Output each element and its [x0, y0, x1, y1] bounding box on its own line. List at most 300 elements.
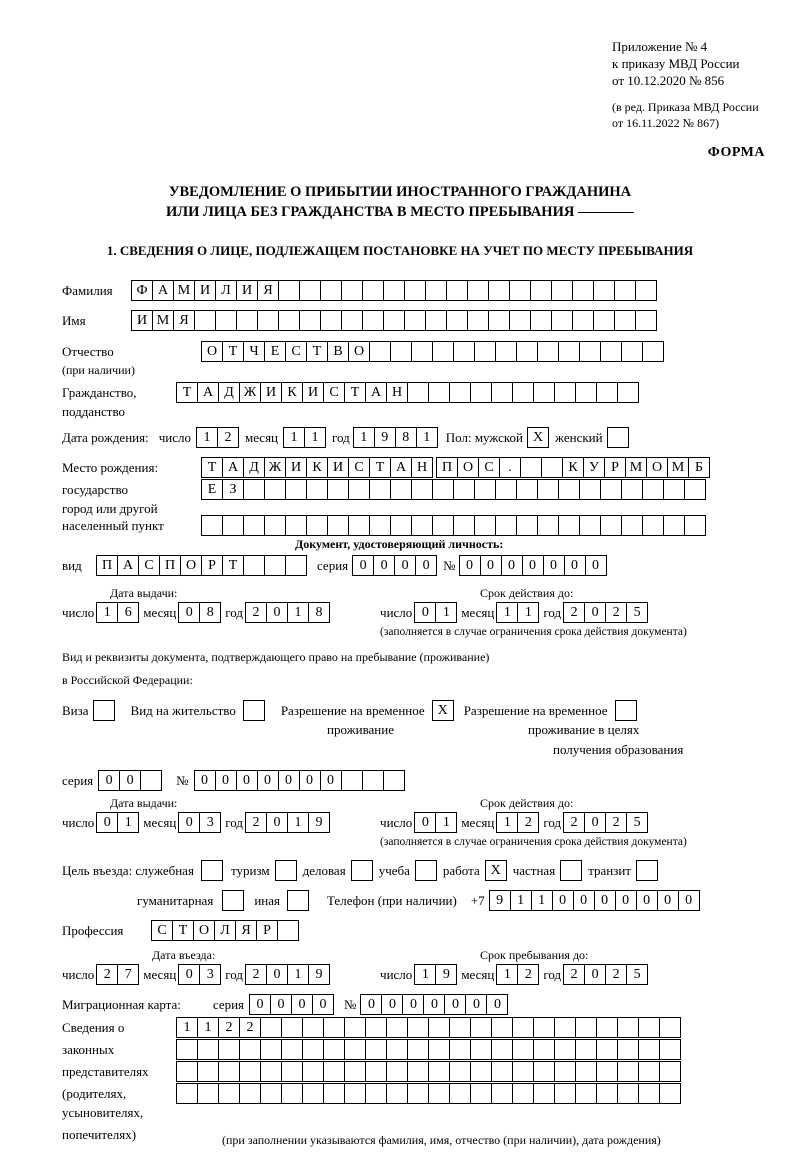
- doc-series-field-cell[interactable]: 0: [352, 555, 374, 576]
- legal-rep-field-row4[interactable]: [177, 1083, 681, 1104]
- birth-place-state-field[interactable]: [202, 457, 433, 478]
- temp-residence-checkbox[interactable]: [433, 700, 454, 721]
- doc-type-field-cell[interactable]: [243, 555, 265, 576]
- stay-issue-day-field[interactable]: [97, 812, 139, 833]
- legal-rep-field-row3-cell[interactable]: [533, 1061, 555, 1082]
- phone-field-cell[interactable]: 0: [636, 890, 658, 911]
- birth-place-city-field-row3-cell[interactable]: [285, 515, 307, 536]
- profession-field-cell[interactable]: О: [193, 920, 215, 941]
- birth-place-city-field-row3-cell[interactable]: [264, 515, 286, 536]
- legal-rep-field-row3-cell[interactable]: [365, 1061, 387, 1082]
- surname-field-cell[interactable]: [278, 280, 300, 301]
- mig-number-field-cell[interactable]: 0: [423, 994, 445, 1015]
- legal-rep-field-row3-cell[interactable]: [386, 1061, 408, 1082]
- birth-place-city-field-row2-cell[interactable]: [327, 479, 349, 500]
- purpose-business-checkbox-cell[interactable]: [351, 860, 373, 881]
- birth-place-city-field-row2-cell[interactable]: [369, 479, 391, 500]
- doc-type-field-cell[interactable]: Т: [222, 555, 244, 576]
- legal-rep-field-row2[interactable]: [177, 1039, 681, 1060]
- birth-place-city-field-row2-cell[interactable]: З: [222, 479, 244, 500]
- edu-residence-checkbox[interactable]: [616, 700, 637, 721]
- doc-series-field-cell[interactable]: 0: [394, 555, 416, 576]
- firstname-field-cell[interactable]: И: [131, 310, 153, 331]
- legal-rep-field-row4-cell[interactable]: [659, 1083, 681, 1104]
- birth-place-city-field-row1-cell[interactable]: К: [562, 457, 584, 478]
- firstname-field-cell[interactable]: [299, 310, 321, 331]
- birth-place-city-field-row2-cell[interactable]: [516, 479, 538, 500]
- entry-year-field-cell[interactable]: 2: [245, 964, 267, 985]
- legal-rep-field-row2-cell[interactable]: [176, 1039, 198, 1060]
- firstname-field-cell[interactable]: [425, 310, 447, 331]
- stay-issue-month-field-cell[interactable]: 0: [178, 812, 200, 833]
- citizenship-field-cell[interactable]: Ж: [239, 382, 261, 403]
- entry-day-field[interactable]: [97, 964, 139, 985]
- citizenship-field-cell[interactable]: Т: [176, 382, 198, 403]
- stay-to-day-field-cell[interactable]: 1: [414, 964, 436, 985]
- firstname-field-cell[interactable]: М: [152, 310, 174, 331]
- doc-series-field[interactable]: [353, 555, 437, 576]
- legal-rep-field-row1-cell[interactable]: [659, 1017, 681, 1038]
- birth-place-city-field-row1-cell[interactable]: О: [646, 457, 668, 478]
- purpose-other-checkbox[interactable]: [288, 890, 309, 911]
- legal-rep-field-row1-cell[interactable]: [596, 1017, 618, 1038]
- legal-rep-field-row4-cell[interactable]: [323, 1083, 345, 1104]
- legal-rep-field-row3-cell[interactable]: [218, 1061, 240, 1082]
- birth-place-state-field-cell[interactable]: Ж: [264, 457, 286, 478]
- purpose-service-checkbox-cell[interactable]: [201, 860, 223, 881]
- doc-issue-year-field-cell[interactable]: 2: [245, 602, 267, 623]
- doc-valid-year-field-cell[interactable]: 2: [605, 602, 627, 623]
- legal-rep-field-row1-cell[interactable]: [617, 1017, 639, 1038]
- stay-issue-year-field-cell[interactable]: 9: [308, 812, 330, 833]
- birth-year-field-cell[interactable]: 9: [374, 427, 396, 448]
- birth-place-city-field-row2[interactable]: [202, 479, 706, 500]
- legal-rep-field-row4-cell[interactable]: [491, 1083, 513, 1104]
- patronymic-field-cell[interactable]: [453, 341, 475, 362]
- purpose-private-checkbox-cell[interactable]: [560, 860, 582, 881]
- birth-place-city-field-row2-cell[interactable]: [348, 479, 370, 500]
- birth-place-city-field-row2-cell[interactable]: [243, 479, 265, 500]
- doc-issue-day-field-cell[interactable]: 6: [117, 602, 139, 623]
- surname-field-cell[interactable]: [635, 280, 657, 301]
- purpose-work-checkbox[interactable]: [486, 860, 507, 881]
- birth-place-city-field-row1-cell[interactable]: М: [667, 457, 689, 478]
- citizenship-field-cell[interactable]: Д: [218, 382, 240, 403]
- phone-field-cell[interactable]: 0: [573, 890, 595, 911]
- doc-type-field-cell[interactable]: Р: [201, 555, 223, 576]
- doc-valid-day-field[interactable]: [415, 602, 457, 623]
- birth-place-city-field-row3[interactable]: [202, 515, 706, 536]
- birth-place-city-field-row1-cell[interactable]: П: [436, 457, 458, 478]
- entry-month-field[interactable]: [179, 964, 221, 985]
- legal-rep-field-row1-cell[interactable]: 2: [239, 1017, 261, 1038]
- firstname-field-cell[interactable]: [593, 310, 615, 331]
- legal-rep-field-row2-cell[interactable]: [491, 1039, 513, 1060]
- birth-place-city-field-row1-cell[interactable]: О: [457, 457, 479, 478]
- surname-field-cell[interactable]: [383, 280, 405, 301]
- firstname-field-cell[interactable]: [341, 310, 363, 331]
- legal-rep-field-row2-cell[interactable]: [218, 1039, 240, 1060]
- firstname-field-cell[interactable]: [635, 310, 657, 331]
- firstname-field-cell[interactable]: [278, 310, 300, 331]
- surname-field-cell[interactable]: И: [236, 280, 258, 301]
- legal-rep-field-row4-cell[interactable]: [281, 1083, 303, 1104]
- citizenship-field-cell[interactable]: [470, 382, 492, 403]
- legal-rep-field-row4-cell[interactable]: [197, 1083, 219, 1104]
- firstname-field-cell[interactable]: [488, 310, 510, 331]
- legal-rep-field-row1[interactable]: [177, 1017, 681, 1038]
- legal-rep-field-row1-cell[interactable]: [365, 1017, 387, 1038]
- legal-rep-field-row1-cell[interactable]: [554, 1017, 576, 1038]
- stay-series-field[interactable]: [99, 770, 162, 791]
- stay-issue-year-field-cell[interactable]: 2: [245, 812, 267, 833]
- mig-series-field[interactable]: [250, 994, 334, 1015]
- surname-field-cell[interactable]: [299, 280, 321, 301]
- doc-number-field-cell[interactable]: 0: [522, 555, 544, 576]
- citizenship-field-cell[interactable]: Т: [344, 382, 366, 403]
- citizenship-field-cell[interactable]: [449, 382, 471, 403]
- birth-place-city-field-row3-cell[interactable]: [453, 515, 475, 536]
- birth-place-city-field-row3-cell[interactable]: [243, 515, 265, 536]
- profession-field-cell[interactable]: Т: [172, 920, 194, 941]
- surname-field-cell[interactable]: И: [194, 280, 216, 301]
- surname-field-cell[interactable]: [467, 280, 489, 301]
- doc-issue-year-field-cell[interactable]: 1: [287, 602, 309, 623]
- legal-rep-field-row3-cell[interactable]: [554, 1061, 576, 1082]
- entry-year-field-cell[interactable]: 9: [308, 964, 330, 985]
- doc-number-field[interactable]: [460, 555, 607, 576]
- birth-place-city-field-row3-cell[interactable]: [558, 515, 580, 536]
- legal-rep-field-row1-cell[interactable]: [281, 1017, 303, 1038]
- legal-rep-field-row4-cell[interactable]: [302, 1083, 324, 1104]
- birth-year-field[interactable]: [354, 427, 438, 448]
- stay-number-field-cell[interactable]: [383, 770, 405, 791]
- birth-place-city-field-row3-cell[interactable]: [390, 515, 412, 536]
- patronymic-field-cell[interactable]: Е: [264, 341, 286, 362]
- citizenship-field-cell[interactable]: А: [365, 382, 387, 403]
- entry-day-field-cell[interactable]: 2: [96, 964, 118, 985]
- legal-rep-field-row2-cell[interactable]: [386, 1039, 408, 1060]
- profession-field-cell[interactable]: С: [151, 920, 173, 941]
- surname-field-cell[interactable]: [614, 280, 636, 301]
- sex-female-checkbox-cell[interactable]: [607, 427, 629, 448]
- legal-rep-field-row2-cell[interactable]: [554, 1039, 576, 1060]
- doc-issue-day-field[interactable]: [97, 602, 139, 623]
- citizenship-field-cell[interactable]: [596, 382, 618, 403]
- citizenship-field-cell[interactable]: И: [260, 382, 282, 403]
- birth-place-city-field-row1-cell[interactable]: Р: [604, 457, 626, 478]
- birth-place-city-field-row3-cell[interactable]: [684, 515, 706, 536]
- mig-series-field-cell[interactable]: 0: [270, 994, 292, 1015]
- birth-year-field-cell[interactable]: 8: [395, 427, 417, 448]
- doc-number-field-cell[interactable]: 0: [459, 555, 481, 576]
- patronymic-field-cell[interactable]: [621, 341, 643, 362]
- birth-place-state-field-cell[interactable]: К: [306, 457, 328, 478]
- patronymic-field-cell[interactable]: [600, 341, 622, 362]
- citizenship-field[interactable]: [177, 382, 639, 403]
- doc-valid-year-field-cell[interactable]: 0: [584, 602, 606, 623]
- birth-place-city-field-row2-cell[interactable]: [621, 479, 643, 500]
- legal-rep-field-row4-cell[interactable]: [617, 1083, 639, 1104]
- legal-rep-field-row4-cell[interactable]: [470, 1083, 492, 1104]
- legal-rep-field-row4-cell[interactable]: [344, 1083, 366, 1104]
- patronymic-field-cell[interactable]: О: [201, 341, 223, 362]
- patronymic-field-cell[interactable]: [579, 341, 601, 362]
- mig-series-field-cell[interactable]: 0: [291, 994, 313, 1015]
- citizenship-field-cell[interactable]: [554, 382, 576, 403]
- firstname-field-cell[interactable]: [404, 310, 426, 331]
- birth-place-city-field-row3-cell[interactable]: [579, 515, 601, 536]
- doc-type-field-cell[interactable]: С: [138, 555, 160, 576]
- patronymic-field-cell[interactable]: [411, 341, 433, 362]
- legal-rep-field-row1-cell[interactable]: 1: [176, 1017, 198, 1038]
- birth-place-city-field-row2-cell[interactable]: [495, 479, 517, 500]
- legal-rep-field-row2-cell[interactable]: [344, 1039, 366, 1060]
- doc-number-field-cell[interactable]: 0: [564, 555, 586, 576]
- birth-place-city-field-row2-cell[interactable]: [432, 479, 454, 500]
- birth-place-city-field-row3-cell[interactable]: [201, 515, 223, 536]
- stay-number-field-cell[interactable]: 0: [236, 770, 258, 791]
- purpose-other-checkbox-cell[interactable]: [287, 890, 309, 911]
- legal-rep-field-row2-cell[interactable]: [512, 1039, 534, 1060]
- legal-rep-field-row2-cell[interactable]: [197, 1039, 219, 1060]
- stay-valid-year-field-cell[interactable]: 0: [584, 812, 606, 833]
- mig-series-field-cell[interactable]: 0: [312, 994, 334, 1015]
- stay-valid-day-field[interactable]: [415, 812, 457, 833]
- birth-place-state-field-cell[interactable]: С: [348, 457, 370, 478]
- birth-place-city-field-row3-cell[interactable]: [348, 515, 370, 536]
- doc-type-field-cell[interactable]: [285, 555, 307, 576]
- stay-issue-year-field[interactable]: [246, 812, 330, 833]
- sex-male-checkbox-cell[interactable]: X: [527, 427, 549, 448]
- entry-year-field-cell[interactable]: 0: [266, 964, 288, 985]
- citizenship-field-cell[interactable]: А: [197, 382, 219, 403]
- stay-valid-year-field-cell[interactable]: 2: [563, 812, 585, 833]
- stay-issue-month-field-cell[interactable]: 3: [199, 812, 221, 833]
- birth-place-city-field-row3-cell[interactable]: [474, 515, 496, 536]
- birth-day-field-cell[interactable]: 1: [196, 427, 218, 448]
- citizenship-field-cell[interactable]: [428, 382, 450, 403]
- purpose-tourism-checkbox-cell[interactable]: [275, 860, 297, 881]
- birth-place-city-field-row3-cell[interactable]: [663, 515, 685, 536]
- legal-rep-field-row2-cell[interactable]: [449, 1039, 471, 1060]
- citizenship-field-cell[interactable]: [491, 382, 513, 403]
- doc-issue-year-field-cell[interactable]: 8: [308, 602, 330, 623]
- legal-rep-field-row4-cell[interactable]: [449, 1083, 471, 1104]
- purpose-humanitarian-checkbox-cell[interactable]: [222, 890, 244, 911]
- phone-field-cell[interactable]: 0: [678, 890, 700, 911]
- legal-rep-field-row3-cell[interactable]: [197, 1061, 219, 1082]
- patronymic-field-cell[interactable]: [495, 341, 517, 362]
- birth-place-state-field-cell[interactable]: Т: [369, 457, 391, 478]
- surname-field-cell[interactable]: М: [173, 280, 195, 301]
- doc-valid-year-field-cell[interactable]: 5: [626, 602, 648, 623]
- purpose-study-checkbox[interactable]: [416, 860, 437, 881]
- birth-place-city-field-row2-cell[interactable]: [411, 479, 433, 500]
- stay-issue-day-field-cell[interactable]: 1: [117, 812, 139, 833]
- citizenship-field-cell[interactable]: [512, 382, 534, 403]
- legal-rep-field-row2-cell[interactable]: [617, 1039, 639, 1060]
- birth-year-field-cell[interactable]: 1: [416, 427, 438, 448]
- surname-field-cell[interactable]: [446, 280, 468, 301]
- doc-issue-month-field-cell[interactable]: 0: [178, 602, 200, 623]
- patronymic-field-cell[interactable]: Т: [306, 341, 328, 362]
- profession-field-cell[interactable]: [277, 920, 299, 941]
- stay-to-year-field-cell[interactable]: 2: [563, 964, 585, 985]
- mig-number-field-cell[interactable]: 0: [402, 994, 424, 1015]
- purpose-business-checkbox[interactable]: [352, 860, 373, 881]
- doc-valid-month-field-cell[interactable]: 1: [517, 602, 539, 623]
- legal-rep-field-row3-cell[interactable]: [344, 1061, 366, 1082]
- birth-place-city-field-row2-cell[interactable]: [474, 479, 496, 500]
- firstname-field-cell[interactable]: [509, 310, 531, 331]
- birth-place-city-field-row2-cell[interactable]: [264, 479, 286, 500]
- doc-issue-day-field-cell[interactable]: 1: [96, 602, 118, 623]
- birth-place-city-field-row3-cell[interactable]: [306, 515, 328, 536]
- doc-valid-year-field[interactable]: [564, 602, 648, 623]
- residence-permit-checkbox-cell[interactable]: [243, 700, 265, 721]
- legal-rep-field-row3-cell[interactable]: [323, 1061, 345, 1082]
- birth-place-state-field-cell[interactable]: И: [285, 457, 307, 478]
- patronymic-field-cell[interactable]: В: [327, 341, 349, 362]
- firstname-field-cell[interactable]: [383, 310, 405, 331]
- stay-issue-year-field-cell[interactable]: 1: [287, 812, 309, 833]
- stay-number-field-cell[interactable]: 0: [299, 770, 321, 791]
- doc-type-field-cell[interactable]: П: [159, 555, 181, 576]
- legal-rep-field-row2-cell[interactable]: [533, 1039, 555, 1060]
- birth-place-city-field-row2-cell[interactable]: [453, 479, 475, 500]
- firstname-field-cell[interactable]: [446, 310, 468, 331]
- firstname-field-cell[interactable]: [614, 310, 636, 331]
- mig-number-field-cell[interactable]: 0: [444, 994, 466, 1015]
- birth-place-city-field-row2-cell[interactable]: [663, 479, 685, 500]
- birth-place-city-field-row1-cell[interactable]: Б: [688, 457, 710, 478]
- phone-field-cell[interactable]: 0: [594, 890, 616, 911]
- citizenship-field-cell[interactable]: [575, 382, 597, 403]
- residence-permit-checkbox[interactable]: [244, 700, 265, 721]
- purpose-transit-checkbox[interactable]: [637, 860, 658, 881]
- stay-issue-day-field-cell[interactable]: 0: [96, 812, 118, 833]
- birth-place-state-field-cell[interactable]: Н: [411, 457, 433, 478]
- birth-month-field-cell[interactable]: 1: [283, 427, 305, 448]
- legal-rep-field-row3-cell[interactable]: [449, 1061, 471, 1082]
- entry-month-field-cell[interactable]: 0: [178, 964, 200, 985]
- legal-rep-field-row1-cell[interactable]: [302, 1017, 324, 1038]
- edu-residence-checkbox-cell[interactable]: [615, 700, 637, 721]
- doc-issue-year-field-cell[interactable]: 0: [266, 602, 288, 623]
- legal-rep-field-row1-cell[interactable]: [260, 1017, 282, 1038]
- phone-field-cell[interactable]: 0: [657, 890, 679, 911]
- birth-place-state-field-cell[interactable]: А: [390, 457, 412, 478]
- doc-type-field-cell[interactable]: О: [180, 555, 202, 576]
- doc-valid-month-field[interactable]: [497, 602, 539, 623]
- firstname-field-cell[interactable]: [236, 310, 258, 331]
- birth-place-city-field-row3-cell[interactable]: [222, 515, 244, 536]
- surname-field-cell[interactable]: [341, 280, 363, 301]
- patronymic-field-cell[interactable]: Т: [222, 341, 244, 362]
- doc-type-field-cell[interactable]: А: [117, 555, 139, 576]
- stay-number-field-cell[interactable]: 0: [320, 770, 342, 791]
- legal-rep-field-row4-cell[interactable]: [575, 1083, 597, 1104]
- purpose-study-checkbox-cell[interactable]: [415, 860, 437, 881]
- doc-number-field-cell[interactable]: 0: [585, 555, 607, 576]
- birth-day-field-cell[interactable]: 2: [217, 427, 239, 448]
- firstname-field-cell[interactable]: Я: [173, 310, 195, 331]
- stay-valid-month-field[interactable]: [497, 812, 539, 833]
- stay-number-field-cell[interactable]: [341, 770, 363, 791]
- legal-rep-field-row1-cell[interactable]: 1: [197, 1017, 219, 1038]
- doc-type-field-cell[interactable]: П: [96, 555, 118, 576]
- birth-place-city-field-row3-cell[interactable]: [369, 515, 391, 536]
- legal-rep-field-row2-cell[interactable]: [575, 1039, 597, 1060]
- legal-rep-field-row4-cell[interactable]: [218, 1083, 240, 1104]
- legal-rep-field-row3-cell[interactable]: [617, 1061, 639, 1082]
- citizenship-field-cell[interactable]: С: [323, 382, 345, 403]
- stay-to-year-field-cell[interactable]: 5: [626, 964, 648, 985]
- legal-rep-field-row3-cell[interactable]: [596, 1061, 618, 1082]
- citizenship-field-cell[interactable]: К: [281, 382, 303, 403]
- patronymic-field-cell[interactable]: [516, 341, 538, 362]
- surname-field-cell[interactable]: [551, 280, 573, 301]
- phone-field-cell[interactable]: 1: [510, 890, 532, 911]
- patronymic-field-cell[interactable]: [369, 341, 391, 362]
- birth-place-city-field-row3-cell[interactable]: [411, 515, 433, 536]
- citizenship-field-cell[interactable]: Н: [386, 382, 408, 403]
- surname-field-cell[interactable]: [404, 280, 426, 301]
- legal-rep-field-row1-cell[interactable]: [575, 1017, 597, 1038]
- surname-field-cell[interactable]: [425, 280, 447, 301]
- citizenship-field-cell[interactable]: И: [302, 382, 324, 403]
- birth-place-city-field-row3-cell[interactable]: [621, 515, 643, 536]
- legal-rep-field-row3-cell[interactable]: [470, 1061, 492, 1082]
- legal-rep-field-row2-cell[interactable]: [470, 1039, 492, 1060]
- purpose-tourism-checkbox[interactable]: [276, 860, 297, 881]
- stay-valid-day-field-cell[interactable]: 0: [414, 812, 436, 833]
- legal-rep-field-row4-cell[interactable]: [365, 1083, 387, 1104]
- surname-field-cell[interactable]: [572, 280, 594, 301]
- legal-rep-field-row1-cell[interactable]: 2: [218, 1017, 240, 1038]
- legal-rep-field-row2-cell[interactable]: [596, 1039, 618, 1060]
- stay-to-day-field[interactable]: [415, 964, 457, 985]
- legal-rep-field-row4-cell[interactable]: [554, 1083, 576, 1104]
- legal-rep-field-row1-cell[interactable]: [470, 1017, 492, 1038]
- patronymic-field[interactable]: [202, 341, 664, 362]
- legal-rep-field-row2-cell[interactable]: [365, 1039, 387, 1060]
- profession-field-cell[interactable]: Л: [214, 920, 236, 941]
- birth-place-city-field-row2-cell[interactable]: [285, 479, 307, 500]
- legal-rep-field-row3-cell[interactable]: [239, 1061, 261, 1082]
- stay-valid-month-field-cell[interactable]: 1: [496, 812, 518, 833]
- birth-place-city-field-row2-cell[interactable]: [558, 479, 580, 500]
- patronymic-field-cell[interactable]: С: [285, 341, 307, 362]
- surname-field[interactable]: [132, 280, 657, 301]
- patronymic-field-cell[interactable]: [642, 341, 664, 362]
- legal-rep-field-row4-cell[interactable]: [428, 1083, 450, 1104]
- firstname-field-cell[interactable]: [467, 310, 489, 331]
- citizenship-field-cell[interactable]: [617, 382, 639, 403]
- stay-number-field-cell[interactable]: 0: [278, 770, 300, 791]
- phone-field-cell[interactable]: 1: [531, 890, 553, 911]
- stay-valid-year-field[interactable]: [564, 812, 648, 833]
- doc-valid-day-field-cell[interactable]: 0: [414, 602, 436, 623]
- doc-type-field[interactable]: [97, 555, 307, 576]
- birth-place-city-field-row3-cell[interactable]: [537, 515, 559, 536]
- legal-rep-field-row3-cell[interactable]: [491, 1061, 513, 1082]
- legal-rep-field-row2-cell[interactable]: [428, 1039, 450, 1060]
- stay-to-day-field-cell[interactable]: 9: [435, 964, 457, 985]
- entry-year-field[interactable]: [246, 964, 330, 985]
- citizenship-field-cell[interactable]: [407, 382, 429, 403]
